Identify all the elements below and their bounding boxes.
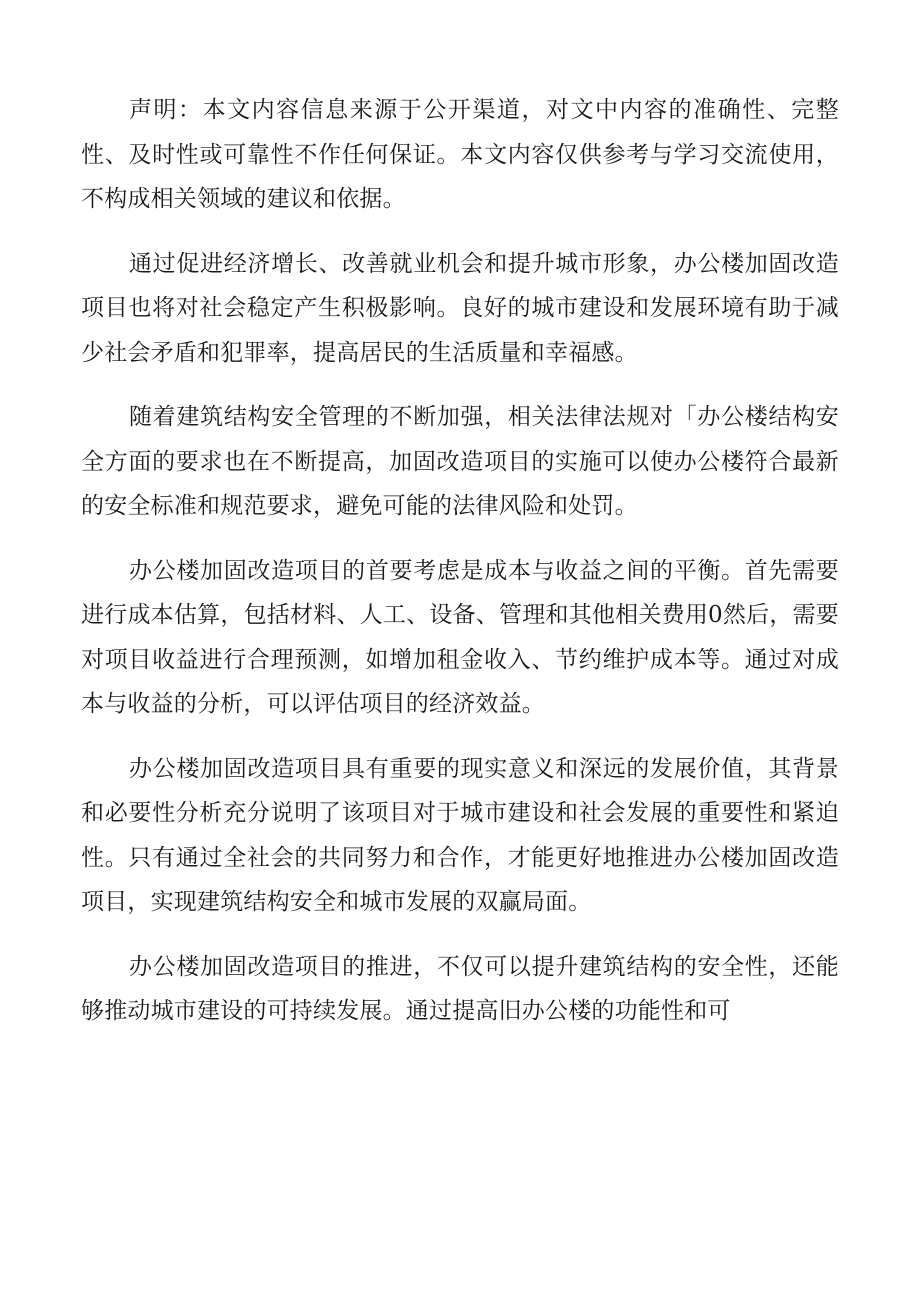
document-body [81, 88, 839, 1054]
body-paragraph: 通过促进经济增长、改善就业机会和提升城市形象，办公楼加固改造项目也将对社会稳定产生积极影响。良好的城市建设和发展环境有助于减少社会矛盾和犯罪率，提高居民的生活质量和幸福感。 [81, 250, 839, 366]
body-paragraph: 办公楼加固改造项目的推进，不仅可以提升建筑结构的安全性，还能够推动城市建设的可持续发展。通过提高旧办公楼的功能性和可 [81, 953, 839, 1024]
body-paragraph: 办公楼加固改造项目具有重要的现实意义和深远的发展价值，其背景和必要性分析充分说明了该项目对于城市建设和社会发展的重要性和紧迫性。只有通过全社会的共同努力和合作，才能更好地推进办公楼加固改造项目，实现建筑结构安全和城市发展的双赢局面。 [81, 755, 839, 915]
disclaimer-paragraph: 声明：本文内容信息来源于公开渠道，对文中内容的准确性、完整性、及时性或可靠性不作任何保证。本文内容仅供参考与学习交流使用，不构成相关领域的建议和依据。 [81, 97, 839, 212]
body-paragraph: 办公楼加固改造项目的首要考虑是成本与收益之间的平衡。首先需要进行成本估算，包括材料、人工、设备、管理和其他相关费用0然后，需要对项目收益进行合理预测，如增加租金收入、节约维护成本等。通过对成本与收益的分析，可以评估项目的经济效益。 [81, 557, 839, 717]
body-paragraph: 随着建筑结构安全管理的不断加强，相关法律法规对「办公楼结构安全方面的要求也在不断提高，加固改造项目的实施可以使办公楼符合最新的安全标准和规范要求，避免可能的法律风险和处罚。 [81, 404, 839, 519]
